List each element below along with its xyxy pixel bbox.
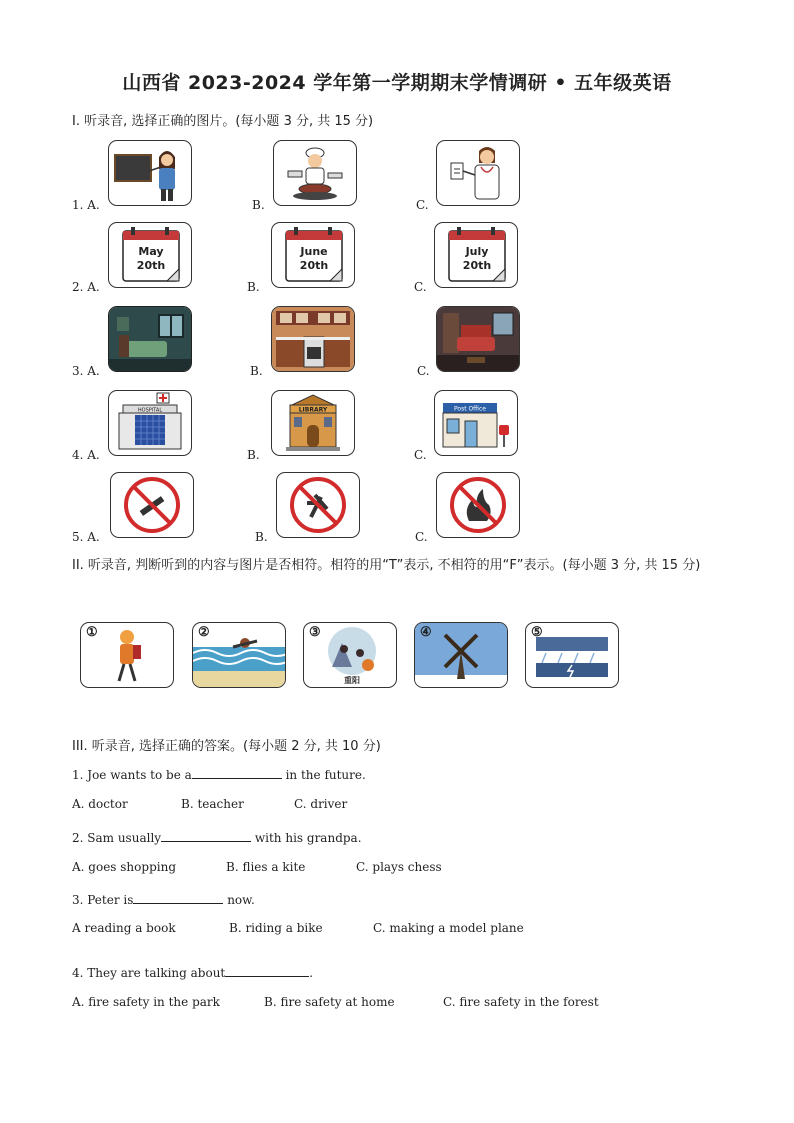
section-1-heading: I. 听录音, 选择正确的图片。(每小题 3 分, 共 15 分) xyxy=(72,114,374,129)
question-1 xyxy=(72,766,366,782)
picture-card-5[interactable] xyxy=(525,622,619,688)
card-number: ① xyxy=(86,625,98,640)
answer-blank xyxy=(161,829,251,842)
bedroom-picture[interactable] xyxy=(108,306,192,372)
post-office-sign: Post Office xyxy=(454,405,486,413)
q1-c-label: C. xyxy=(416,198,429,212)
q1-text-post: in the future. xyxy=(281,768,366,782)
q2-label: 2. A. xyxy=(72,280,100,294)
q2-b-label: B. xyxy=(247,280,260,294)
no-smoking-picture[interactable] xyxy=(110,472,194,538)
picture-card-1[interactable] xyxy=(80,622,174,688)
q4-text-pre: 4. They are talking about xyxy=(72,966,226,980)
q4-label: 4. A. xyxy=(72,448,100,462)
calendar-icon xyxy=(109,223,191,287)
no-fireworks-icon xyxy=(277,473,359,537)
library-icon xyxy=(272,391,354,455)
answer-blank xyxy=(133,891,223,904)
question-row-1 xyxy=(0,140,794,212)
teacher-picture[interactable] xyxy=(108,140,192,206)
q3-c-label: C. xyxy=(417,364,430,378)
q3-label: 3. A. xyxy=(72,364,100,378)
q1-label: 1. A. xyxy=(72,198,100,212)
post-office-icon xyxy=(435,391,517,455)
q1-option-a[interactable]: A. doctor xyxy=(72,797,128,811)
q3-text-post: now. xyxy=(223,893,255,907)
question-4 xyxy=(72,964,313,980)
q5-c-label: C. xyxy=(415,530,428,544)
calendar-month: May xyxy=(138,245,164,258)
festival-label: 重阳 xyxy=(344,675,360,685)
living-room-icon xyxy=(437,307,519,371)
calendar-may-picture[interactable] xyxy=(108,222,192,288)
calendar-icon xyxy=(435,223,517,287)
card-number: ③ xyxy=(309,625,321,640)
q1-option-c[interactable]: C. driver xyxy=(294,797,348,811)
q2-option-b[interactable]: B. flies a kite xyxy=(226,860,306,874)
question-2 xyxy=(72,829,362,845)
library-picture[interactable] xyxy=(271,390,355,456)
q4-c-label: C. xyxy=(414,448,427,462)
q2-text-pre: 2. Sam usually xyxy=(72,831,162,845)
q5-b-label: B. xyxy=(255,530,268,544)
q5-label: 5. A. xyxy=(72,530,100,544)
calendar-day: 20th xyxy=(299,259,329,272)
question-row-4 xyxy=(0,390,794,462)
answer-blank xyxy=(192,766,282,779)
q4-option-c[interactable]: C. fire safety in the forest xyxy=(443,995,599,1009)
section-3-heading: III. 听录音, 选择正确的答案。(每小题 2 分, 共 10 分) xyxy=(72,739,381,754)
card-number: ⑤ xyxy=(531,625,543,640)
post-office-picture[interactable] xyxy=(434,390,518,456)
hospital-sign: HOSPITAL xyxy=(137,407,163,414)
q1-b-label: B. xyxy=(252,198,265,212)
no-fire-icon xyxy=(437,473,519,537)
question-3 xyxy=(72,891,255,907)
calendar-icon xyxy=(272,223,354,287)
card-number: ④ xyxy=(420,625,432,640)
card-number: ② xyxy=(198,625,210,640)
q2-c-label: C. xyxy=(414,280,427,294)
cook-icon xyxy=(274,141,356,205)
q3-b-label: B. xyxy=(250,364,263,378)
calendar-day: 20th xyxy=(462,259,492,272)
hospital-icon xyxy=(109,391,191,455)
q3-text-pre: 3. Peter is xyxy=(72,893,134,907)
q2-option-c[interactable]: C. plays chess xyxy=(356,860,442,874)
teacher-icon xyxy=(109,141,191,205)
question-row-5 xyxy=(0,472,794,544)
library-sign: LIBRARY xyxy=(298,406,328,414)
q3-option-a[interactable]: A reading a book xyxy=(72,921,176,935)
calendar-july-picture[interactable] xyxy=(434,222,518,288)
no-fireworks-picture[interactable] xyxy=(276,472,360,538)
q3-option-b[interactable]: B. riding a bike xyxy=(229,921,323,935)
q4-option-a[interactable]: A. fire safety in the park xyxy=(72,995,220,1009)
cook-picture[interactable] xyxy=(273,140,357,206)
q4-text-post: . xyxy=(309,966,314,980)
q2-option-a[interactable]: A. goes shopping xyxy=(72,860,176,874)
kitchen-icon xyxy=(272,307,354,371)
page-title: 山西省 2023-2024 学年第一学期期末学情调研 • 五年级英语 xyxy=(122,72,672,94)
picture-card-4[interactable] xyxy=(414,622,508,688)
answer-blank xyxy=(225,964,309,977)
picture-card-3[interactable] xyxy=(303,622,397,688)
calendar-day: 20th xyxy=(136,259,166,272)
q4-b-label: B. xyxy=(247,448,260,462)
bedroom-icon xyxy=(109,307,191,371)
kitchen-picture[interactable] xyxy=(271,306,355,372)
question-row-2 xyxy=(0,222,794,294)
calendar-month: July xyxy=(465,245,489,258)
q1-text-pre: 1. Joe wants to be a xyxy=(72,768,192,782)
q2-text-post: with his grandpa. xyxy=(251,831,362,845)
picture-card-2[interactable] xyxy=(192,622,286,688)
q1-option-b[interactable]: B. teacher xyxy=(181,797,244,811)
calendar-month: June xyxy=(300,245,328,258)
section-2-heading: II. 听录音, 判断听到的内容与图片是否相符。相符的用“T”表示, 不相符的用“F”表示。(每小题 3 分, 共 15 分) xyxy=(72,558,701,573)
doctor-icon xyxy=(437,141,519,205)
living-room-picture[interactable] xyxy=(436,306,520,372)
q3-option-c[interactable]: C. making a model plane xyxy=(373,921,524,935)
no-fire-picture[interactable] xyxy=(436,472,520,538)
hospital-picture[interactable] xyxy=(108,390,192,456)
no-smoking-icon xyxy=(111,473,193,537)
q4-option-b[interactable]: B. fire safety at home xyxy=(264,995,395,1009)
doctor-picture[interactable] xyxy=(436,140,520,206)
question-row-3 xyxy=(0,306,794,378)
calendar-june-picture[interactable] xyxy=(271,222,355,288)
